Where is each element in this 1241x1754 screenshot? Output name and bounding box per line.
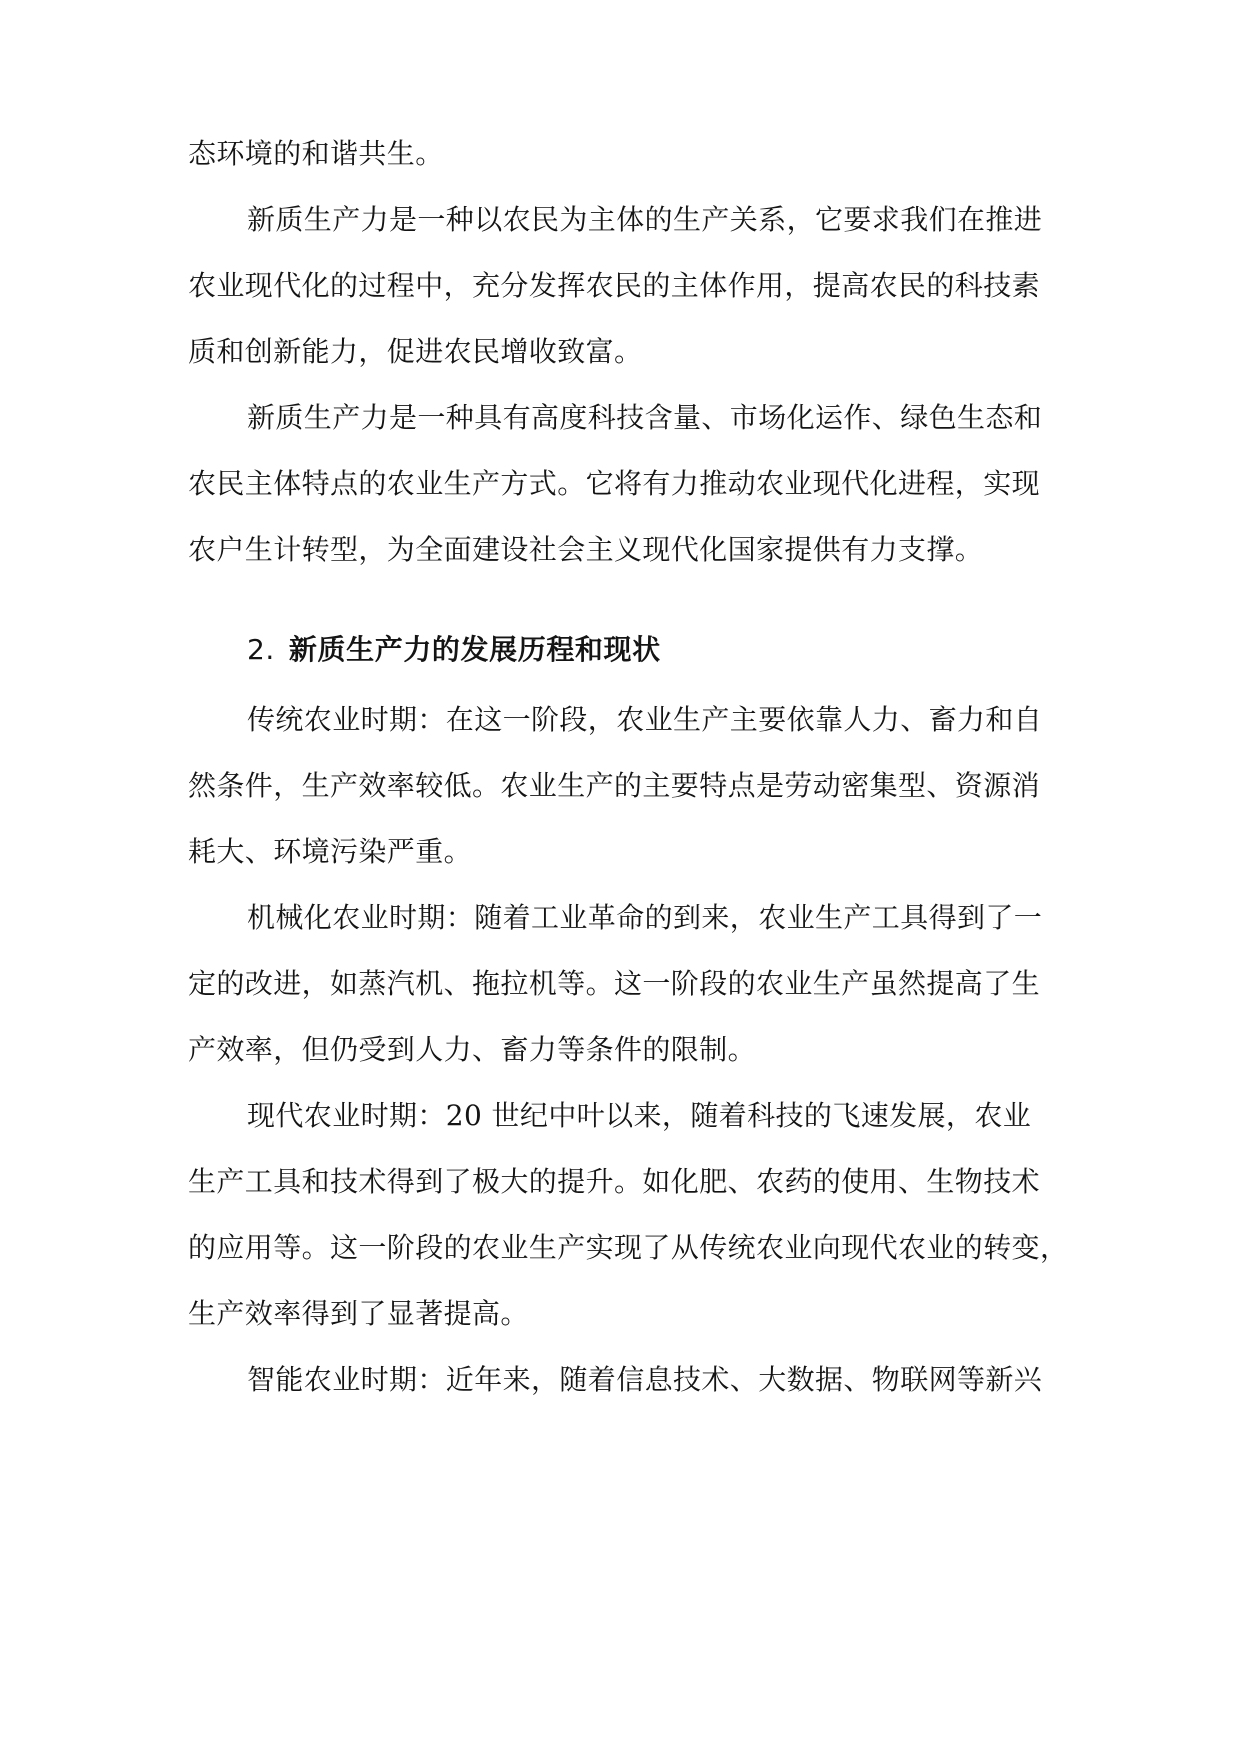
paragraph-line: 农业现代化的过程中，充分发挥农民的主体作用，提高农民的科技素 [188, 269, 1041, 302]
paragraph-line: 智能农业时期：近年来，随着信息技术、大数据、物联网等新兴 [247, 1363, 1043, 1396]
paragraph-line: 耗大、环境污染严重。 [188, 835, 473, 868]
paragraph-line: 新质生产力是一种以农民为主体的生产关系，它要求我们在推进 [247, 203, 1043, 236]
section-heading [247, 630, 661, 670]
paragraph-line: 的应用等。这一阶段的农业生产实现了从传统农业向现代农业的转变， [188, 1231, 1069, 1264]
paragraph-line: 生产效率得到了显著提高。 [188, 1297, 529, 1330]
paragraph-line: 农民主体特点的农业生产方式。它将有力推动农业现代化进程，实现 [188, 467, 1041, 500]
paragraph-line: 传统农业时期：在这一阶段，农业生产主要依靠人力、畜力和自 [247, 703, 1043, 736]
paragraph-line: 产效率，但仍受到人力、畜力等条件的限制。 [188, 1033, 757, 1066]
paragraph-line: 机械化农业时期：随着工业革命的到来，农业生产工具得到了一 [247, 901, 1043, 934]
paragraph-line: 定的改进，如蒸汽机、拖拉机等。这一阶段的农业生产虽然提高了生 [188, 967, 1041, 1000]
paragraph-line: 质和创新能力，促进农民增收致富。 [188, 335, 643, 368]
paragraph-line: 生产工具和技术得到了极大的提升。如化肥、农药的使用、生物技术 [188, 1165, 1041, 1198]
paragraph-line: 然条件，生产效率较低。农业生产的主要特点是劳动密集型、资源消 [188, 769, 1041, 802]
paragraph-line: 农户生计转型，为全面建设社会主义现代化国家提供有力支撑。 [188, 533, 984, 566]
paragraph-line: 现代农业时期：20 世纪中叶以来，随着科技的飞速发展，农业 [247, 1099, 1032, 1132]
section-number: 2. [247, 633, 275, 666]
paragraph-line: 态环境的和谐共生。 [188, 137, 444, 170]
paragraph-line: 新质生产力是一种具有高度科技含量、市场化运作、绿色生态和 [247, 401, 1043, 434]
section-title: 新质生产力的发展历程和现状 [288, 633, 661, 666]
